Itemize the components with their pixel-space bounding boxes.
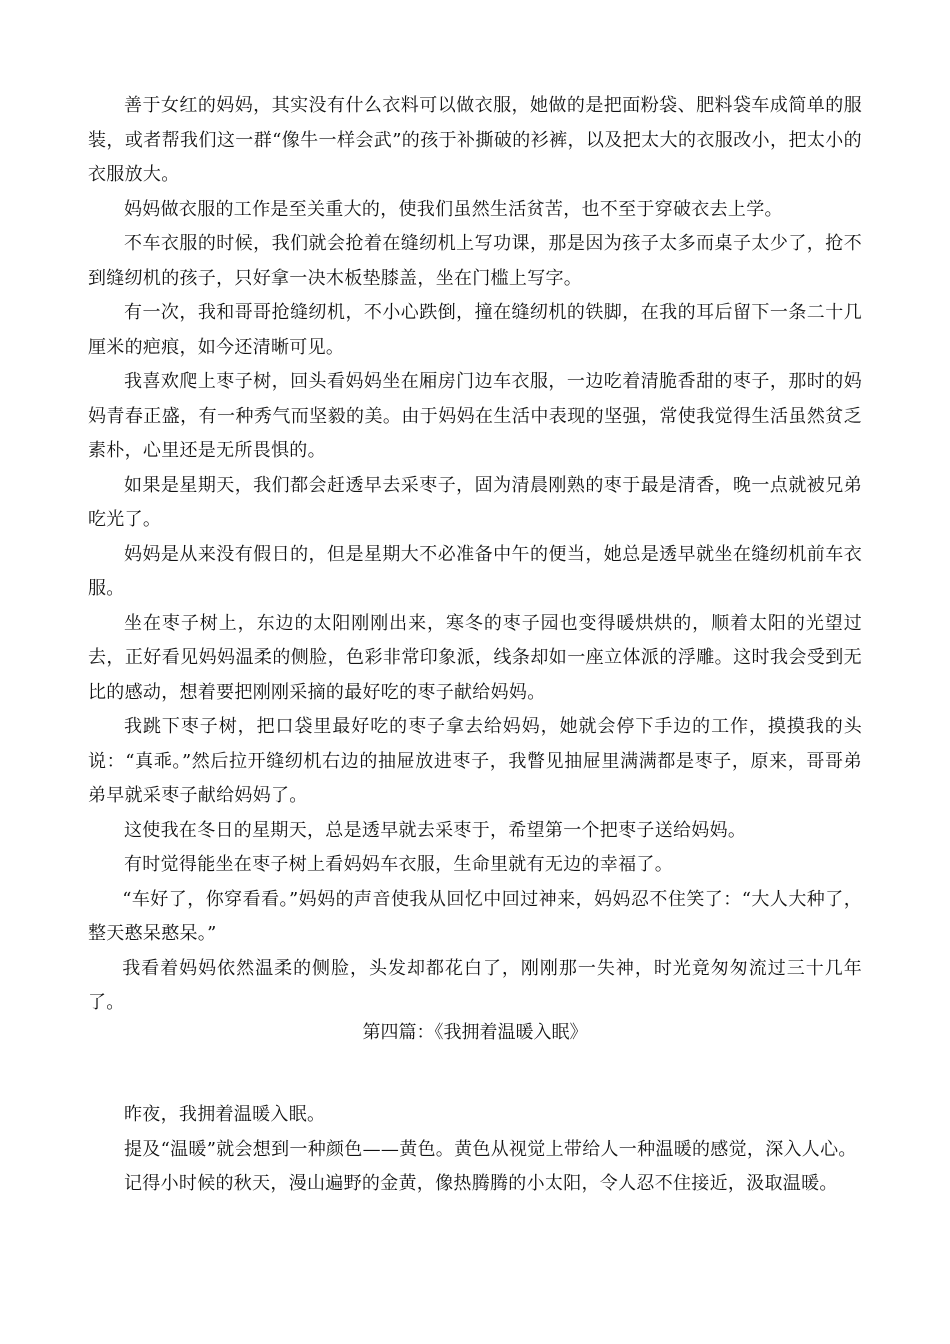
section-title: 第四篇：《我拥着温暖入眠》 bbox=[362, 1022, 588, 1043]
paragraph: 我跳下枣子树，把口袋里最好吃的枣子拿去给妈妈，她就会停下手边的工作，摸摸我的头说：“真乖。”然后拉开缝纫机右边的抽屉放进枣子，我瞥见抽屉里满满都是枣子，原来，哥哥弟弟早就采枣子献给妈妈了。 bbox=[88, 716, 862, 806]
paragraph: 有一次，我和哥哥抢缝纫机，不小心跌倒，撞在缝纫机的铁脚，在我的耳后留下一条二十几厘米的疤痕，如今还清晰可见。 bbox=[88, 302, 862, 358]
paragraph: 我看着妈妈依然温柔的侧脸，头发却都花白了，刚刚那一失神，时光竟匆匆流过三十几年了。 bbox=[88, 957, 862, 1013]
paragraph: 如果是星期天，我们都会赶透早去采枣子，固为清晨刚熟的枣于最是清香，晚一点就被兄弟吃光了。 bbox=[88, 474, 862, 530]
paragraph: 善于女红的妈妈，其实没有什么衣料可以做衣服，她做的是把面粉袋、肥料袋车成简单的服装，或者帮我们这一群“像牛一样会武”的孩于补撕破的衫裤，以及把太大的衣服改小，把太小的衣服放大。 bbox=[88, 95, 862, 185]
paragraph: 记得小时候的秋天，漫山遍野的金黄，像热腾腾的小太阳，令人忍不住接近，汲取温暖。 bbox=[124, 1173, 838, 1194]
paragraph: 我喜欢爬上枣子树，回头看妈妈坐在厢房门边车衣服，一边吃着清脆香甜的枣子，那时的妈妈青春正盛，有一种秀气而坚毅的美。由于妈妈在生活中表现的坚强，常使我觉得生活虽然贫乏素朴，心里还是无所畏惧的。 bbox=[88, 371, 862, 461]
paragraph: “车好了，你穿看看。”妈妈的声音使我从回忆中回过神来，妈妈忍不住笑了：“大人大种了，整天憨呆憨呆。” bbox=[88, 888, 862, 944]
essay-body bbox=[88, 1098, 862, 1202]
story-body bbox=[88, 89, 862, 1021]
paragraph: 提及“温暖”就会想到一种颜色——黄色。黄色从视觉上带给人一种温暖的感觉，深入人心。 bbox=[124, 1138, 857, 1160]
paragraph: 有时觉得能坐在枣子树上看妈妈车衣服，生命里就有无边的幸福了。 bbox=[124, 854, 673, 875]
paragraph: 坐在枣子树上，东边的太阳刚刚出来，寒冬的枣子园也变得暖烘烘的，顺着太阳的光望过去，正好看见妈妈温柔的侧脸，色彩非常印象派，线条却如一座立体派的浮雕。这时我会受到无比的感动，想着要把刚刚采摘的最好吃的枣子献给妈妈。 bbox=[88, 612, 862, 703]
paragraph: 妈妈是从来没有假日的，但是星期大不必准备中午的便当，她总是透早就坐在缝纫机前车衣服。 bbox=[88, 543, 862, 599]
paragraph: 妈妈做衣服的工作是至关重大的，使我们虽然生活贫苦，也不至于穿破衣去上学。 bbox=[124, 198, 783, 220]
paragraph: 不车衣服的时候，我们就会抢着在缝纫机上写功课，那是因为孩子太多而桌子太少了，抢不到缝纫机的孩子，只好拿一决木板垫膝盖，坐在门槛上写字。 bbox=[88, 233, 862, 289]
paragraph: 昨夜，我拥着温暖入眠。 bbox=[124, 1104, 326, 1125]
paragraph: 这使我在冬日的星期天，总是透早就去采枣于，希望第一个把枣子送给妈妈。 bbox=[124, 819, 747, 841]
